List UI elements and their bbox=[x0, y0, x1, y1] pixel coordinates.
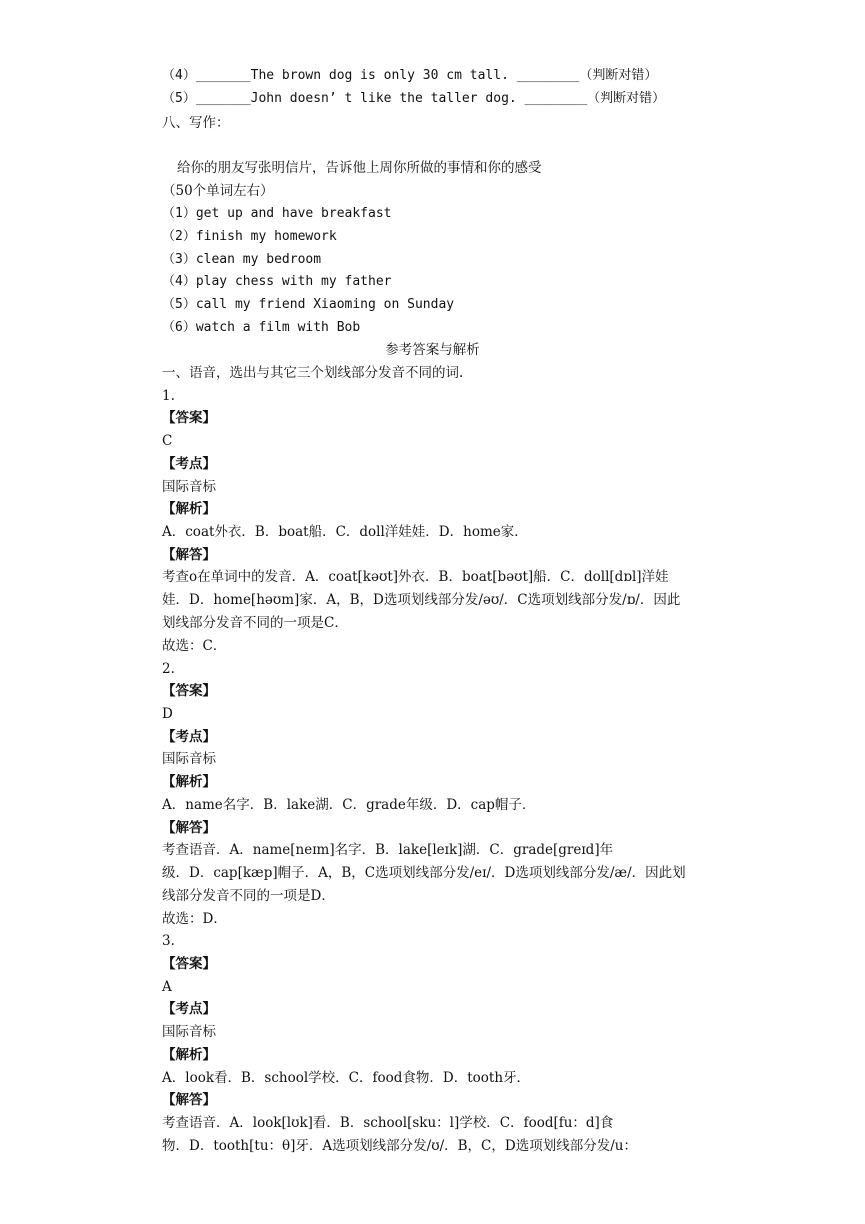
writing-item: （5）call my friend Xiaoming on Sunday bbox=[162, 297, 455, 312]
writing-word-count: （50个单词左右） bbox=[162, 183, 274, 199]
answer-label: 【答案】 bbox=[162, 956, 216, 972]
analysis-label: 【解析】 bbox=[162, 501, 216, 517]
choice-value: 故选：D． bbox=[162, 911, 227, 927]
point-value: 国际音标 bbox=[162, 479, 216, 495]
answers-title: 参考答案与解析 bbox=[385, 342, 480, 358]
analysis-value: A．name名字．B．lake湖．C．grade年级．D．cap帽子． bbox=[162, 797, 536, 813]
point-value: 国际音标 bbox=[162, 751, 216, 767]
solution-label: 【解答】 bbox=[162, 820, 216, 836]
question-number: 2. bbox=[162, 661, 175, 677]
solution-line: 考查o在单词中的发音．A．coat[kəʊt]外衣．B．boat[bəʊt]船．C．doll[dɒl]洋娃 bbox=[162, 569, 669, 585]
solution-label: 【解答】 bbox=[162, 1092, 216, 1108]
point-label: 【考点】 bbox=[162, 456, 216, 472]
analysis-label: 【解析】 bbox=[162, 774, 216, 790]
answer-value: A bbox=[162, 979, 172, 995]
writing-item: （2）finish my homework bbox=[162, 229, 337, 244]
question-number: 1. bbox=[162, 388, 175, 404]
choice-value: 故选：C． bbox=[162, 638, 227, 654]
point-label: 【考点】 bbox=[162, 729, 216, 745]
question-5: （5）_______John doesn’ t like the taller dog. ________（判断对错） bbox=[162, 91, 666, 106]
answer-value: C bbox=[162, 433, 173, 449]
answer-label: 【答案】 bbox=[162, 410, 216, 426]
analysis-label: 【解析】 bbox=[162, 1047, 216, 1063]
point-value: 国际音标 bbox=[162, 1024, 216, 1040]
writing-prompt: 给你的朋友写张明信片，告诉他上周你所做的事情和你的感受 bbox=[177, 160, 542, 176]
point-label: 【考点】 bbox=[162, 1001, 216, 1017]
question-4: （4）_______The brown dog is only 30 cm tall. ________（判断对错） bbox=[162, 68, 658, 83]
answer-value: D bbox=[162, 706, 173, 722]
solution-line: 娃．D．home[həʊm]家．A，B，D选项划线部分发/əʊ/．C选项划线部分发/ɒ/．因此 bbox=[162, 592, 681, 608]
solution-line: 级．D．cap[kæp]帽子．A，B，C选项划线部分发/eɪ/．D选项划线部分发/æ/．因此划 bbox=[162, 865, 686, 881]
answers-section-heading: 一、语音，选出与其它三个划线部分发音不同的词. bbox=[162, 365, 464, 381]
writing-item: （1）get up and have breakfast bbox=[162, 206, 392, 221]
writing-item: （6）watch a film with Bob bbox=[162, 320, 361, 335]
solution-line: 划线部分发音不同的一项是C． bbox=[162, 615, 348, 631]
solution-line: 考查语音．A．name[neɪm]名字．B．lake[leɪk]湖．C．grade[greɪd]年 bbox=[162, 842, 614, 858]
solution-line: 物．D．tooth[tu：θ]牙．A选项划线部分发/ʊ/．B，C，D选项划线部分发/u： bbox=[162, 1138, 637, 1154]
solution-line: 考查语音．A．look[lʊk]看．B．school[sku：l]学校．C．food[fu：d]食 bbox=[162, 1115, 614, 1131]
analysis-value: A．coat外衣．B．boat船．C．doll洋娃娃．D．home家． bbox=[162, 524, 528, 540]
writing-item: （3）clean my bedroom bbox=[162, 252, 322, 267]
solution-label: 【解答】 bbox=[162, 547, 216, 563]
writing-heading: 八、写作： bbox=[162, 115, 230, 131]
writing-item: （4）play chess with my father bbox=[162, 274, 392, 289]
analysis-value: A．look看．B．school学校．C．food食物．D．tooth牙． bbox=[162, 1070, 531, 1086]
solution-line: 线部分发音不同的一项是D． bbox=[162, 888, 335, 904]
answer-label: 【答案】 bbox=[162, 683, 216, 699]
question-number: 3. bbox=[162, 933, 175, 949]
